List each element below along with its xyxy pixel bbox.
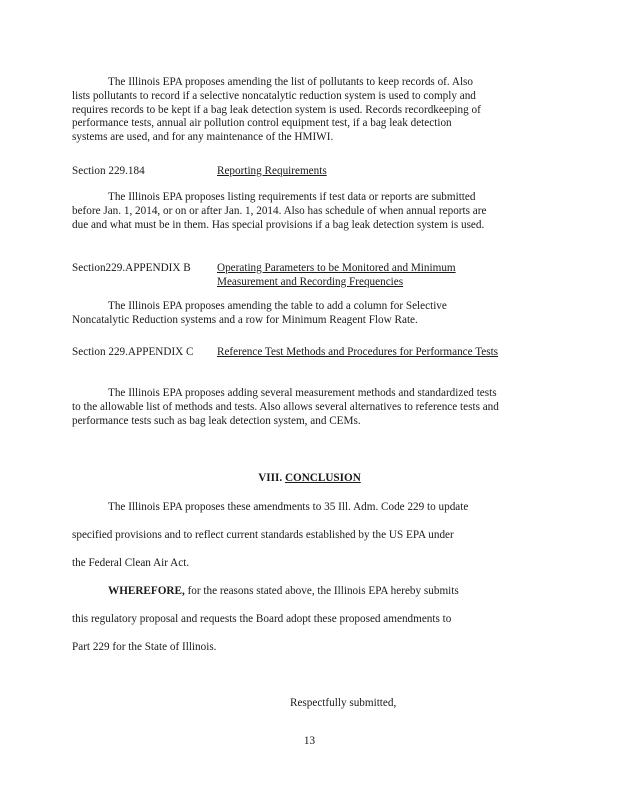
section-title: Reporting Requirements [217, 165, 327, 177]
section-title: Operating Parameters to be Monitored and Minimum Measurement and Recording Frequencies [217, 262, 456, 288]
section-body-229-184: The Illinois EPA proposes listing requirements if test data or reports are submitted before Jan. 1, 2014, or on or after Jan. 1, 2014. Also has schedule of when annual reports are due and what must be in them. Has special provisions if a bag leak detection system is used. [72, 191, 487, 231]
closing-signoff: Respectfully submitted, [290, 697, 397, 709]
section-label: Section 229.APPENDIX C [72, 346, 194, 358]
intro-paragraph: The Illinois EPA proposes amending the list of pollutants to keep records of. Also lists pollutants to record if a selective noncatalytic reduction system is used to comply and requires records to be kept if a bag leak detection system is used. Records recordkeeping of performance tests, annual air pollution control equipment test, if a bag leak detection systems are used, and for any maintenance of the HMIWI. [72, 76, 481, 144]
section-body-appendix-c: The Illinois EPA proposes adding several measurement methods and standardized tests to the allowable list of methods and tests. Also allows several alternatives to reference tests and performance tests such as bag leak detection system, and CEMs. [72, 387, 499, 427]
conclusion-line: specified provisions and to reflect current standards established by the US EPA under [72, 529, 454, 541]
section-label: Section 229.184 [72, 165, 145, 177]
conclusion-heading [0, 472, 619, 484]
conclusion-line: this regulatory proposal and requests the Board adopt these proposed amendments to [72, 613, 452, 625]
wherefore-bold: WHEREFORE, [108, 585, 185, 597]
heading-number: VIII. [258, 472, 283, 484]
section-body-appendix-b: The Illinois EPA proposes amending the table to add a column for Selective Noncatalytic Reduction systems and a row for Minimum Reagent Flow Rate. [72, 300, 447, 326]
section-label: Section229.APPENDIX B [72, 262, 191, 274]
section-heading-appendix-b [72, 262, 542, 292]
section-title: Reference Test Methods and Procedures for Performance Tests [217, 346, 499, 358]
conclusion-line: Part 229 for the State of Illinois. [72, 641, 217, 653]
wherefore-text: for the reasons stated above, the Illinois EPA hereby submits [184, 585, 459, 597]
section-heading-229-184 [72, 165, 542, 181]
page-number: 13 [303, 735, 316, 747]
conclusion-line: The Illinois EPA proposes these amendments to 35 Ill. Adm. Code 229 to update [108, 501, 469, 513]
section-heading-appendix-c [72, 346, 542, 376]
heading-text: CONCLUSION [284, 472, 361, 484]
wherefore-line [108, 585, 459, 597]
conclusion-line: the Federal Clean Air Act. [72, 557, 190, 569]
